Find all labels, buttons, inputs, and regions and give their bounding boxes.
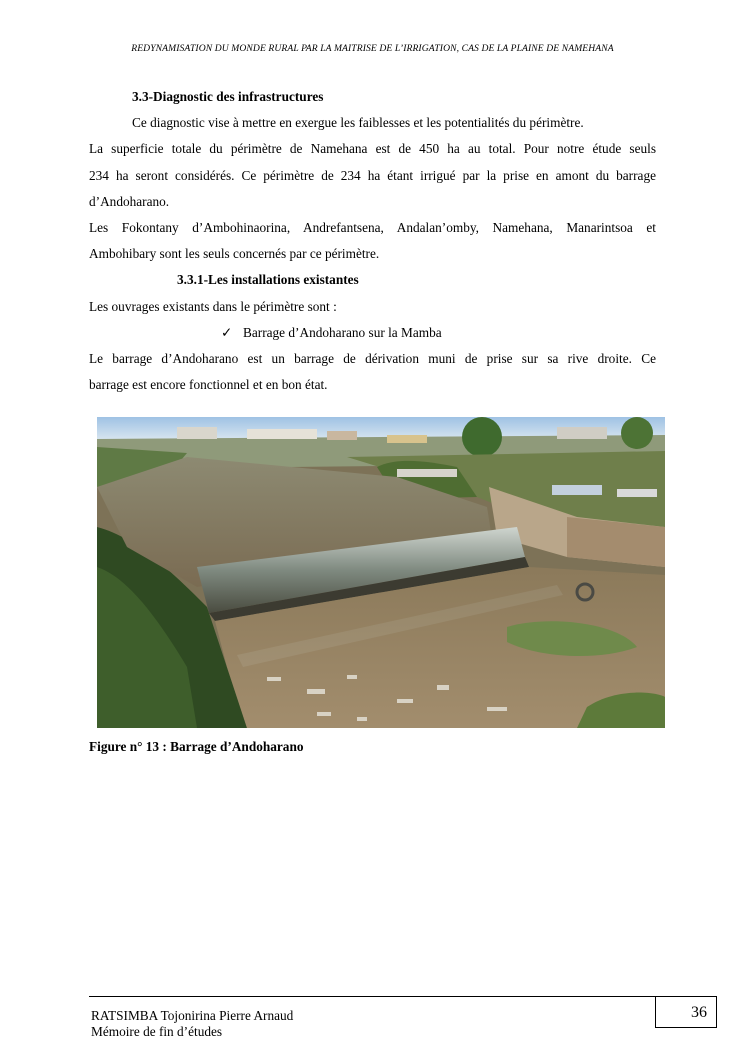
- running-header: REDYNAMISATION DU MONDE RURAL PAR LA MAITRISE DE L’IRRIGATION, CAS DE LA PLAINE DE NAMEHANA: [131, 43, 614, 54]
- paragraph-line: barrage est encore fonctionnel et en bon état.: [89, 377, 328, 393]
- footer-divider: [89, 996, 655, 997]
- section-intro: Ce diagnostic vise à mettre en exergue les faiblesses et les potentialités du périmètre.: [132, 115, 584, 131]
- subsection-heading: 3.3.1-Les installations existantes: [177, 272, 359, 288]
- paragraph-line: Les Fokontany d’Ambohinaorina, Andrefantsena, Andalan’omby, Namehana, Manarintsoa et: [89, 220, 656, 236]
- dam-photo-illustration: [97, 417, 665, 728]
- paragraph-line: 234 ha seront considérés. Ce périmètre de 234 ha étant irrigué par la prise en amont du barrage: [89, 167, 656, 183]
- paragraph-line: Le barrage d’Andoharano est un barrage de dérivation muni de prise sur sa rive droite. Ce: [89, 351, 656, 367]
- paragraph-line: La superficie totale du périmètre de Namehana est de 450 ha au total. Pour notre étude seuls: [89, 141, 656, 157]
- body-text: [89, 84, 656, 398]
- paragraph-line: Ambohibary sont les seuls concernés par ce périmètre.: [89, 246, 380, 262]
- subsection-intro: Les ouvrages existants dans le périmètre sont :: [89, 298, 337, 314]
- dam-photo: [97, 417, 665, 728]
- page-number: 36: [655, 996, 717, 1028]
- footer-author: [91, 1008, 293, 1040]
- paragraph-line: d’Andoharano.: [89, 193, 170, 209]
- section-heading: 3.3-Diagnostic des infrastructures: [132, 89, 324, 104]
- bullet-item: [89, 320, 656, 346]
- author-name: RATSIMBA Tojonirina Pierre Arnaud: [91, 1008, 294, 1023]
- bullet-text: Barrage d’Andoharano sur la Mamba: [243, 324, 442, 340]
- document-type: Mémoire de fin d’études: [91, 1024, 223, 1039]
- figure-caption: Figure n° 13 : Barrage d’Andoharano: [89, 739, 304, 754]
- checkmark-icon: ✓: [221, 324, 233, 340]
